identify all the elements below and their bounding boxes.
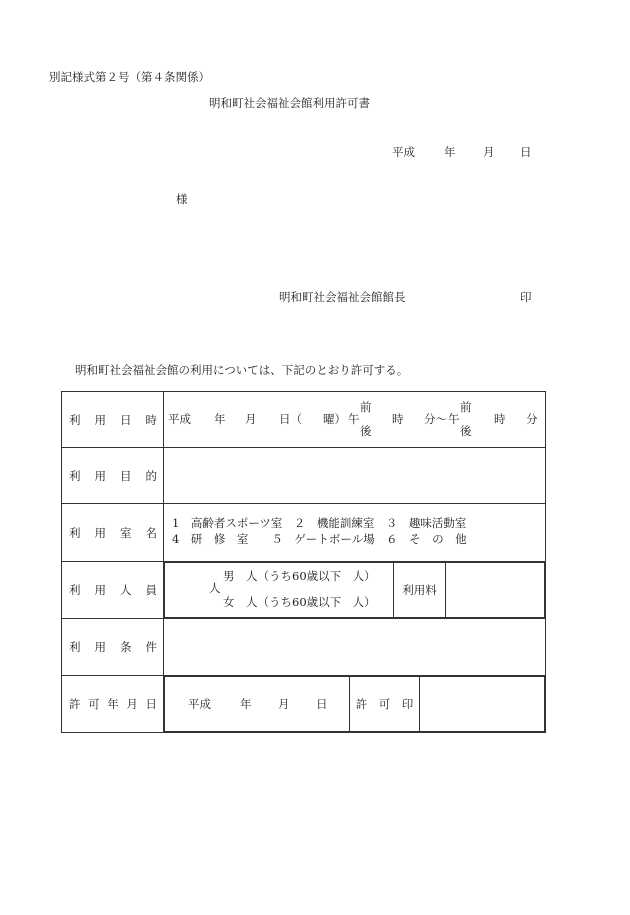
- permit-seal-label: 許 可 印: [350, 677, 420, 732]
- label-room: 利 用 室 名: [62, 504, 164, 562]
- issue-date-year: 年: [444, 145, 456, 159]
- form-number: 別記様式第２号（第４条関係）: [49, 70, 210, 84]
- issue-date-era: 平成: [392, 145, 415, 159]
- value-purpose[interactable]: [164, 448, 546, 504]
- value-permit-seal[interactable]: [420, 677, 545, 732]
- row-conditions: [62, 619, 546, 676]
- document-title: 明和町社会福祉会館利用許可書: [209, 96, 370, 110]
- value-room[interactable]: [164, 504, 546, 562]
- row-purpose: [62, 448, 546, 504]
- label-permit-date: 許 可 年 月 日: [62, 676, 164, 733]
- label-people: 利 用 人 員: [62, 562, 164, 619]
- label-conditions: 利 用 条 件: [62, 619, 164, 676]
- value-people-group: [164, 562, 546, 619]
- value-conditions[interactable]: [164, 619, 546, 676]
- issue-date-month: 月: [483, 145, 495, 159]
- addressee-honorific: 様: [176, 192, 188, 206]
- row-permit: [62, 676, 546, 733]
- fee-label: 利用料: [394, 563, 446, 618]
- people-male: 男 人（うち60歳以下 人）: [223, 569, 376, 583]
- issuer-name: 明和町社会福祉会館館長: [279, 290, 406, 304]
- value-datetime[interactable]: 平成 年 月 日（ 曜） 前 午 後 時 分〜 前 午 後 時 分: [164, 392, 546, 448]
- row-room: [62, 504, 546, 562]
- room-options-line1: 1 高齢者スポーツ室 ２ 機能訓練室 ３ 趣味活動室: [172, 516, 467, 530]
- row-people: [62, 562, 546, 619]
- value-permit-group: [164, 676, 546, 733]
- permission-statement: 明和町社会福祉会館の利用については、下記のとおり許可する。: [75, 363, 409, 377]
- value-people[interactable]: [165, 563, 394, 618]
- permit-form-table: [61, 391, 546, 733]
- issue-date-day: 日: [520, 145, 532, 159]
- issuer-seal: 印: [520, 290, 532, 304]
- people-total-unit: 人: [209, 581, 221, 595]
- label-datetime: 利 用 日 時: [62, 392, 164, 448]
- value-permit-date[interactable]: 平成 年 月 日: [165, 677, 350, 732]
- label-purpose: 利 用 目 的: [62, 448, 164, 504]
- row-datetime: [62, 392, 546, 448]
- people-female: 女 人（うち60歳以下 人）: [223, 595, 376, 609]
- value-fee[interactable]: [446, 563, 545, 618]
- room-options-line2: 4 研 修 室 ５ ゲートボール場 ６ そ の 他: [172, 532, 467, 546]
